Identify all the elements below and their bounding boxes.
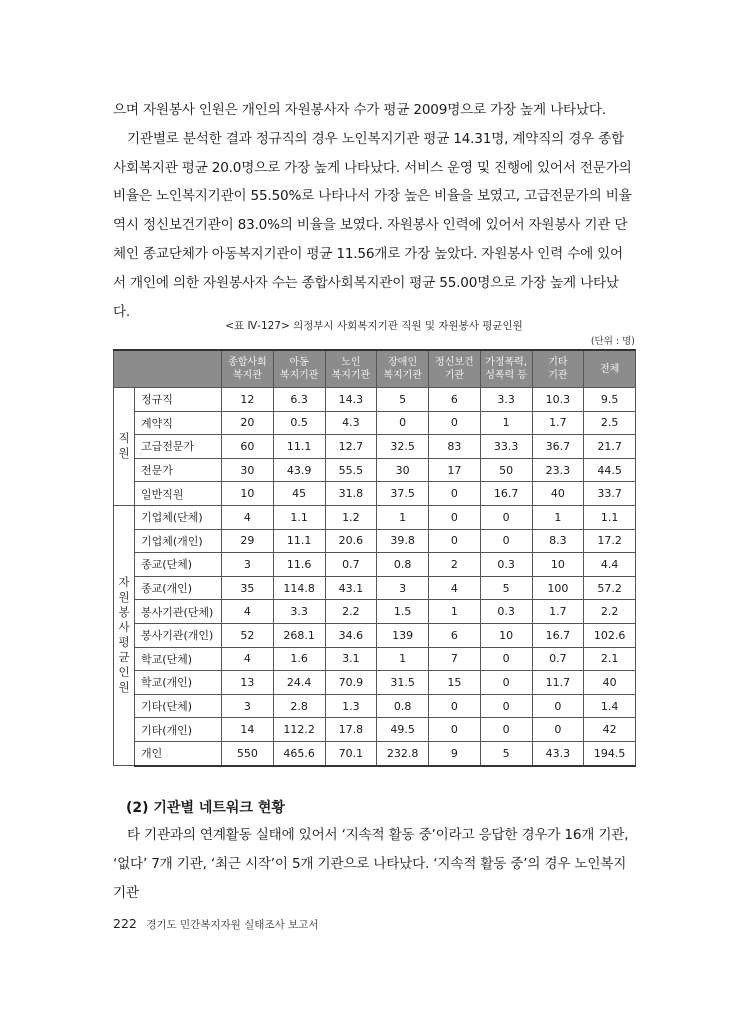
table-cell: 112.2: [273, 718, 325, 742]
table-cell: 11.1: [273, 529, 325, 553]
table-cell: 3.1: [325, 647, 377, 671]
table-cell: 0: [532, 718, 584, 742]
table-cell: 1.3: [325, 694, 377, 718]
table-cell: 44.5: [584, 458, 636, 482]
table-cell: 0: [429, 411, 481, 435]
row-label: 고급전문가: [135, 435, 222, 459]
table-cell: 0: [480, 529, 532, 553]
table-cell: 3.3: [480, 388, 532, 412]
table-cell: 0.8: [377, 694, 429, 718]
header-cell: 노인 복지기관: [325, 350, 377, 388]
table-cell: 0: [377, 411, 429, 435]
table-cell: 33.3: [480, 435, 532, 459]
table-cell: 17.2: [584, 529, 636, 553]
header-cell: 가정폭력, 성폭력 등: [480, 350, 532, 388]
table-cell: 4: [222, 505, 274, 529]
header-cell: 정신보건 기관: [429, 350, 481, 388]
table-cell: 0.8: [377, 553, 429, 577]
table-cell: 30: [377, 458, 429, 482]
table-cell: 232.8: [377, 741, 429, 765]
table-row: [114, 458, 636, 482]
table-cell: 550: [222, 741, 274, 765]
table-cell: 3: [222, 694, 274, 718]
page-number: 222: [113, 916, 137, 931]
table-cell: 1.1: [584, 505, 636, 529]
row-label: 전문가: [135, 458, 222, 482]
table-cell: 0: [429, 505, 481, 529]
table-cell: 52: [222, 623, 274, 647]
row-label: 기업체(개인): [135, 529, 222, 553]
table-cell: 83: [429, 435, 481, 459]
body-text-top: [113, 96, 635, 326]
section-heading: (2) 기관별 네트워크 현황: [126, 800, 285, 816]
table-cell: 1.4: [584, 694, 636, 718]
table-cell: 21.7: [584, 435, 636, 459]
table-cell: 70.1: [325, 741, 377, 765]
table-row: [114, 647, 636, 671]
table-row: [114, 435, 636, 459]
table-cell: 114.8: [273, 576, 325, 600]
table-row: [114, 671, 636, 695]
table-row: [114, 529, 636, 553]
row-label: 봉사기관(단체): [135, 600, 222, 624]
table-cell: 13: [222, 671, 274, 695]
table-cell: 20: [222, 411, 274, 435]
table-cell: 5: [480, 576, 532, 600]
table-cell: 36.7: [532, 435, 584, 459]
table-cell: 39.8: [377, 529, 429, 553]
row-label: 기타(개인): [135, 718, 222, 742]
table-cell: 17.8: [325, 718, 377, 742]
table-row: [114, 505, 636, 529]
table-cell: 11.1: [273, 435, 325, 459]
row-label: 정규직: [135, 388, 222, 412]
table-cell: 0.7: [325, 553, 377, 577]
table-cell: 4.4: [584, 553, 636, 577]
table-row: [114, 553, 636, 577]
paragraph-continuation: 으며 자원봉사 인원은 개인의 자원봉사자 수가 평균 2009명으로 가장 높게 나타났다.: [113, 102, 606, 118]
table-cell: 0: [429, 529, 481, 553]
table-cell: 0: [480, 671, 532, 695]
header-cell: 종합사회 복지관: [222, 350, 274, 388]
table-cell: 45: [273, 482, 325, 506]
table-row: [114, 741, 636, 765]
table-cell: 31.5: [377, 671, 429, 695]
table-cell: 12.7: [325, 435, 377, 459]
table-cell: 70.9: [325, 671, 377, 695]
table-cell: 9: [429, 741, 481, 765]
table-cell: 17: [429, 458, 481, 482]
table-cell: 0: [480, 694, 532, 718]
table-cell: 4: [222, 600, 274, 624]
row-label: 일반직원: [135, 482, 222, 506]
table-cell: 49.5: [377, 718, 429, 742]
header-blank: [114, 350, 222, 388]
table-cell: 50: [480, 458, 532, 482]
table-row: [114, 388, 636, 412]
table-cell: 1: [377, 505, 429, 529]
table-cell: 0.5: [273, 411, 325, 435]
table-cell: 5: [377, 388, 429, 412]
table-cell: 1: [429, 600, 481, 624]
table-cell: 100: [532, 576, 584, 600]
table-cell: 139: [377, 623, 429, 647]
table-cell: 6: [429, 388, 481, 412]
table-row: [114, 694, 636, 718]
row-label: 종교(개인): [135, 576, 222, 600]
table-cell: 6.3: [273, 388, 325, 412]
table-cell: 23.3: [532, 458, 584, 482]
table-cell: 0.3: [480, 553, 532, 577]
table-cell: 6: [429, 623, 481, 647]
table-cell: 15: [429, 671, 481, 695]
table-cell: 10: [222, 482, 274, 506]
row-label: 계약직: [135, 411, 222, 435]
table-cell: 465.6: [273, 741, 325, 765]
table-cell: 42: [584, 718, 636, 742]
table-cell: 34.6: [325, 623, 377, 647]
table-cell: 10: [532, 553, 584, 577]
table-cell: 5: [480, 741, 532, 765]
table-row: [114, 718, 636, 742]
table-cell: 0: [480, 647, 532, 671]
table-cell: 57.2: [584, 576, 636, 600]
table-cell: 40: [532, 482, 584, 506]
table-cell: 12: [222, 388, 274, 412]
report-title: 경기도 민간복지자원 실태조사 보고서: [146, 919, 319, 931]
table-cell: 7: [429, 647, 481, 671]
table-cell: 37.5: [377, 482, 429, 506]
table-cell: 0: [429, 718, 481, 742]
table-cell: 35: [222, 576, 274, 600]
table-cell: 43.3: [532, 741, 584, 765]
table-cell: 2.1: [584, 647, 636, 671]
page-footer: [113, 916, 319, 932]
table-cell: 0: [429, 482, 481, 506]
table-cell: 10: [480, 623, 532, 647]
table-cell: 2.2: [325, 600, 377, 624]
table-cell: 1.1: [273, 505, 325, 529]
table-cell: 9.5: [584, 388, 636, 412]
header-cell: 전체: [584, 350, 636, 388]
table-caption: <표 Ⅳ-127> 의정부시 사회복지기관 직원 및 자원봉사 평균인원: [225, 320, 523, 332]
table-cell: 268.1: [273, 623, 325, 647]
table-cell: 14: [222, 718, 274, 742]
table-cell: 11.7: [532, 671, 584, 695]
table-row: [114, 411, 636, 435]
table-row: [114, 482, 636, 506]
body-text-bottom: 타 기관과의 연계활동 실태에 있어서 ‘지속적 활동 중’이라고 응답한 경우가 16개 기관, ‘없다’ 7개 기관, ‘최근 시작’이 5개 기관으로 나타났다. ‘지속적 활동 중’의 경우 노인복지기관: [113, 827, 629, 901]
table-cell: 29: [222, 529, 274, 553]
table-cell: 102.6: [584, 623, 636, 647]
row-label: 종교(단체): [135, 553, 222, 577]
table-unit: (단위 : 명): [590, 336, 635, 347]
table-cell: 1: [480, 411, 532, 435]
row-label: 봉사기관(개인): [135, 623, 222, 647]
row-label: 학교(개인): [135, 671, 222, 695]
paragraph-analysis: 기관별로 분석한 결과 정규직의 경우 노인복지기관 평균 14.31명, 계약직의 경우 종합사회복지관 평균 20.0명으로 가장 높게 나타났다. 서비스 운영 및 진행에 있어서 전문가의 비율은 노인복지기관이 55.50%로 나타나서 가장 높은 비율을 보였고, 고급전문가의 비율 역시 정신보건기관이 83.0%의 비율을 보였다. 자원봉사 인력에 있어서 자원봉사 기관 단체인 종교단체가 아동복지기관이 평균 11.56개로 가장 높았다. 자원봉사 인력 수에 있어서 개인에 의한 자원봉사자 수는 종합사회복지관이 평균 55.00명으로 가장 높게 나타났다.: [113, 130, 632, 320]
table-cell: 0.7: [532, 647, 584, 671]
row-label: 기타(단체): [135, 694, 222, 718]
table-body: [114, 388, 636, 766]
table-cell: 0: [480, 505, 532, 529]
table-cell: 0: [532, 694, 584, 718]
table-cell: 1.2: [325, 505, 377, 529]
table-cell: 3: [377, 576, 429, 600]
header-cell: 아동 복지기관: [273, 350, 325, 388]
table-cell: 10.3: [532, 388, 584, 412]
table-cell: 4: [429, 576, 481, 600]
table-cell: 0.3: [480, 600, 532, 624]
table-cell: 0: [480, 718, 532, 742]
table-cell: 31.8: [325, 482, 377, 506]
table-cell: 1: [377, 647, 429, 671]
table-cell: 4.3: [325, 411, 377, 435]
table-cell: 20.6: [325, 529, 377, 553]
table-cell: 16.7: [532, 623, 584, 647]
table-header-row: [114, 350, 636, 388]
table-cell: 40: [584, 671, 636, 695]
header-cell: 장애인 복지기관: [377, 350, 429, 388]
table-cell: 43.1: [325, 576, 377, 600]
row-label: 학교(단체): [135, 647, 222, 671]
row-label: 기업체(단체): [135, 505, 222, 529]
table-cell: 194.5: [584, 741, 636, 765]
table-cell: 55.5: [325, 458, 377, 482]
table-cell: 2.2: [584, 600, 636, 624]
table-row: [114, 623, 636, 647]
table-cell: 32.5: [377, 435, 429, 459]
row-group-label: 자원봉사평균인원: [114, 505, 135, 765]
table-cell: 3.3: [273, 600, 325, 624]
header-cell: 기타 기관: [532, 350, 584, 388]
table-cell: 14.3: [325, 388, 377, 412]
table-cell: 3: [222, 553, 274, 577]
row-group-label: 직원: [114, 388, 135, 506]
table-cell: 60: [222, 435, 274, 459]
table-cell: 8.3: [532, 529, 584, 553]
table-cell: 1: [532, 505, 584, 529]
data-table: [113, 349, 636, 767]
table-cell: 4: [222, 647, 274, 671]
table-cell: 33.7: [584, 482, 636, 506]
table-cell: 2.5: [584, 411, 636, 435]
table-cell: 30: [222, 458, 274, 482]
table-cell: 1.7: [532, 600, 584, 624]
row-label: 개인: [135, 741, 222, 765]
table-cell: 1.7: [532, 411, 584, 435]
table-cell: 11.6: [273, 553, 325, 577]
table-cell: 0: [429, 694, 481, 718]
table-cell: 1.6: [273, 647, 325, 671]
table-cell: 2: [429, 553, 481, 577]
table-cell: 2.8: [273, 694, 325, 718]
table-cell: 43.9: [273, 458, 325, 482]
table-row: [114, 600, 636, 624]
table-row: [114, 576, 636, 600]
table-cell: 24.4: [273, 671, 325, 695]
table-cell: 1.5: [377, 600, 429, 624]
table-cell: 16.7: [480, 482, 532, 506]
